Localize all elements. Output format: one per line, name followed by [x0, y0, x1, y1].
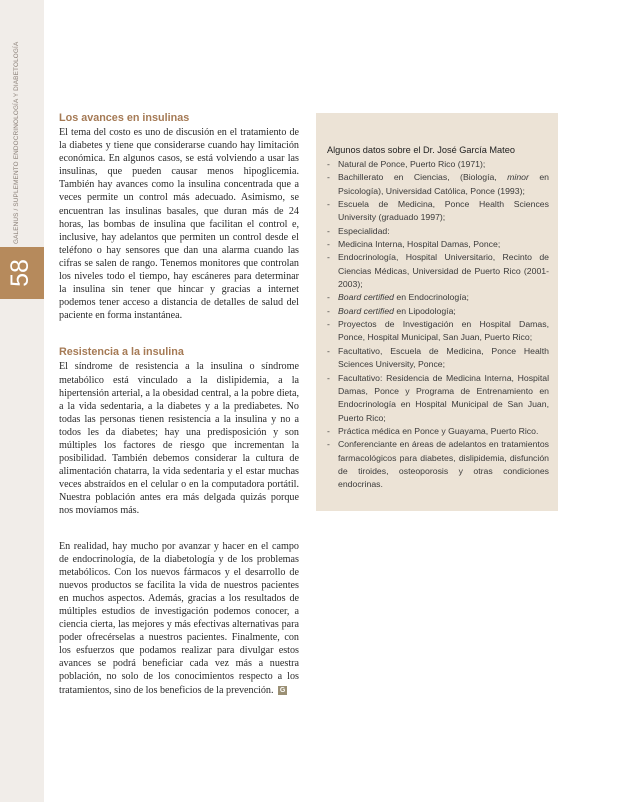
bio-item-emphasis: Board certified [338, 305, 395, 316]
bio-item-text: en Endocrinología; [394, 292, 469, 303]
bio-item-text: Natural de Ponce, Puerto Rico (1971); [338, 159, 486, 169]
bio-list-item [327, 238, 549, 251]
bio-item-text: Facultativo: Residencia de Medicina Interna, Hospital Damas, Ponce y Programa de Entrenamiento en Endocrinología en Hospital Municipal de San Juan, Puerto Rico; [338, 372, 549, 423]
main-column [59, 111, 299, 697]
bio-list-item [327, 291, 549, 304]
conclusion-text: En realidad, hay mucho por avanzar y hacer en el campo de endocrinología, de la diabetología y de los problemas metabólicos. Con los nuevos fármacos y el desarrollo de nuevos productos se facilita la vida de nuestros pacientes en muchos aspectos. Además, gracias a los resultados de múltiples estudios de investigación podemos conocer, a ciencia cierta, las mejores y más efectivas alternativas para poder ofrecérselas a nuestros pacientes. Finalmente, con los esfuerzos que podamos realizar para divulgar estos avances se podrá beneficiar cada vez más a nuestra población, no solo de los conocimientos respecto a los tratamientos, sino de los beneficios de la prevención. [59, 540, 299, 696]
section-heading-insulinas: Los avances en insulinas [59, 112, 190, 124]
bio-sidebar [316, 113, 558, 511]
bio-item-text: Medicina Interna, Hospital Damas, Ponce; [338, 239, 501, 250]
bio-item-text: Práctica médica en Ponce y Guayama, Puerto Rico. [338, 425, 539, 436]
left-margin-strip [0, 0, 44, 802]
bio-list-item [327, 158, 549, 171]
bio-list-item [327, 198, 549, 225]
bio-list-item [327, 251, 549, 291]
bio-list [327, 158, 549, 492]
bio-item-text: Bachillerato en Ciencias, (Biología, [338, 172, 508, 183]
bio-list-item [327, 305, 549, 318]
bio-list-item [327, 345, 549, 372]
running-header: GALENUS / SUPLEMENTO ENDOCRINOLOGÍA Y DIABETOLOGÍA [13, 41, 20, 244]
bio-item-emphasis: Board certified [338, 292, 395, 303]
bio-item-text: en Psicología), Universidad Católica, Ponce (1993); [338, 172, 549, 196]
end-of-article-mark: G [279, 686, 286, 694]
bio-list-item [327, 438, 549, 491]
bio-list-item [327, 225, 549, 238]
bio-item-text: Facultativo, Escuela de Medicina, Ponce Health Sciences University, Ponce; [338, 345, 549, 370]
paragraph-resistencia: El síndrome de resistencia a la insulina o síndrome metabólico está vinculado a la dislipidemia, a la hipertensión arterial, a la obesidad central, a la pobre dieta, a la vida sedentaria, a la diabetes y a la prediabetes. No todas las personas tienen resistencia a la insulina y no a todos les da diabetes; hay una predisposición y son múltiples los factores de riesgo que incrementan la posibilidad. También debemos considerar la cultura de alimentación chatarra, la vida sedentaria y el estar muchas veces abstraídos en el celular o en la computadora portátil. Nuestra población antes era más delgada quizás porque nos movíamos más. [59, 361, 299, 517]
sidebar-title: Algunos datos sobre el Dr. José García Mateo [327, 145, 515, 155]
bio-item-text: Conferenciante en áreas de adelantos en tratamientos farmacológicos para diabetes, dislipidemia, disfunción de tiroides, osteoporosis y otras condiciones endocrinas. [338, 439, 549, 490]
bio-list-item [327, 425, 549, 438]
paragraph-conclusion [59, 540, 299, 697]
bio-item-text: Especialidad: [338, 225, 390, 236]
bio-list-item [327, 372, 549, 425]
bio-list-item [327, 318, 549, 345]
bio-item-emphasis: minor [507, 172, 529, 183]
section-heading-resistencia: Resistencia a la insulina [59, 346, 184, 359]
paragraph-insulinas: El tema del costo es uno de discusión en el tratamiento de la diabetes y tiene que considerarse cuando hay limitación económica. En algunos casos, se está volviendo a usar las insulinas, que pueden causar menos hipoglicemia. También hay avances como la insulina concentrada que a veces permite un control más adecuado. Asimismo, se encuentran las insulinas basales, que duran más de 24 horas, las bombas de insulina que facilitan el control e, inclusive, hay adelantos que permiten un control desde el teléfono o hay sensores que dan una alarma cuando las cifras se salen de rango. Tenemos monitores que controlan los niveles todo el tiempo, hay escáneres para determinar la insulina sin tener que hincar y gracias a internet podemos tener acceso a distancia de detalles de salud del paciente en forma instantánea. [59, 127, 299, 322]
bio-item-text: Escuela de Medicina, Ponce Health Sciences University (graduado 1997); [338, 199, 549, 223]
bio-list-item [327, 171, 549, 198]
bio-item-text: Endocrinología, Hospital Universitario, Recinto de Ciencias Médicas, Universidad de Puerto Rico (2001-2003); [338, 252, 549, 290]
bio-item-text: en Lipodología; [394, 305, 456, 316]
bio-item-text: Proyectos de Investigación en Hospital Damas, Ponce, Hospital Municipal, San Juan, Puerto Rico; [338, 319, 549, 343]
page-number: 58 [6, 259, 34, 287]
